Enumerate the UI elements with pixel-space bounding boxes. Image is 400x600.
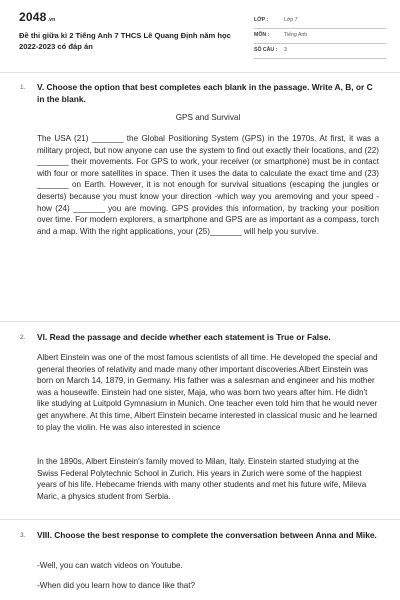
passage-paragraph: In the 1890s, Albert Einstein's family moved to Milan, Italy. Einstein started studying at the Swiss Federal Polytechnic School in Zurich. His years in Zurich were some of the happiest years of his life. Hebecame friends with many other students and met his future wife, Mileva Maric, a physics student from Serbia. <box>37 457 367 501</box>
meta-label: LỚP : <box>254 17 269 23</box>
question-title: VI. Read the passage and decide whether each statement is True or False. <box>37 332 331 342</box>
meta-label: SỐ CÂU : <box>254 47 278 53</box>
meta-value: Tiếng Anh <box>284 32 308 38</box>
section-divider <box>0 321 400 322</box>
passage-title: GPS and Survival <box>175 113 241 122</box>
question-number: 1. <box>20 84 26 91</box>
passage-paragraph: The USA (21) _______ the Global Positioning System (GPS) in the 1970s. At first, it was a military project, but now anyone can use the system to find out exactly their locations, and (22) _______ their movements. For GPS to work, your receiver (or smartphone) must be in contact with four or more satellites in space. Then it uses the data to calculate the exact time and (23) _______ on Earth. However, it is not enough for survival situations (escaping the jungles or deserts) because you must know your direction -which way you aremoving and your speed - how (24) _______ you are moving. GPS provides this information, by tracking your position over time. For modern explorers, a smartphone and GPS are as important as a compass, torch and a map. With the right applications, your (25)_______ will help you survive. <box>37 134 379 236</box>
question-title: V. Choose the option that best completes each blank in the passage. Write A, B, or C in the blank. <box>37 82 373 104</box>
site-logo[interactable] <box>19 10 55 24</box>
passage-paragraph: Albert Einstein was one of the most famous scientists of all time. He developed the special and general theories of relativity and made many other important discoveries.Albert Einstein was born on March 14, 1879, in Germany. His father was a salesman and engineer and his mother was a housewife. Einstein had one sister, Maja, who was born two years after him. He didn't like studying at Luitpold Gymnasium in Munich. One teacher even told him that he would never get anywhere. At this time, Albert Einstein became interested in classical music and he learned to play the violin. He was also interested in science <box>37 353 378 432</box>
logo-main: 2048 <box>19 10 47 24</box>
page-header <box>0 0 400 72</box>
section-divider <box>0 519 400 520</box>
meta-value: 3 <box>284 47 287 53</box>
meta-value: Lớp 7 <box>284 17 298 23</box>
meta-subject-row <box>254 29 386 44</box>
dialogue-line: -Well, you can watch videos on Youtube. <box>37 561 183 570</box>
meta-class-row <box>254 14 386 29</box>
dialogue-line: -When did you learn how to dance like that? <box>37 581 196 590</box>
document-title: Đề thi giữa kì 2 Tiếng Anh 7 THCS Lê Quang Định năm học 2022-2023 có đáp án <box>19 31 231 51</box>
question-title: VIII. Choose the best response to complete the conversation between Anna and Mike. <box>37 530 377 540</box>
question-number: 3. <box>20 532 26 539</box>
question-number: 2. <box>20 334 26 341</box>
logo-suffix: .vn <box>47 17 56 23</box>
header-divider <box>0 72 400 73</box>
meta-label: MÔN : <box>254 32 270 38</box>
meta-count-row <box>254 44 386 59</box>
